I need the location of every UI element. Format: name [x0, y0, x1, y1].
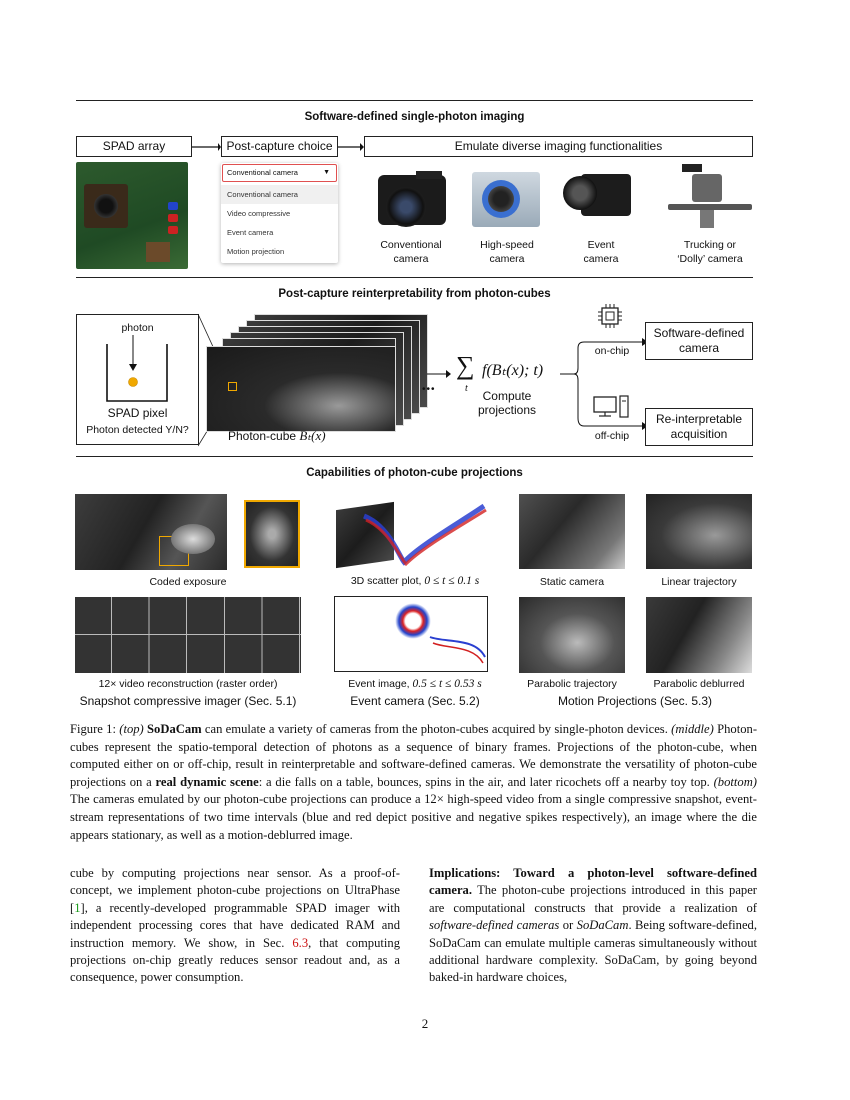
- static-camera-image: [519, 494, 625, 569]
- cube-to-sum-arrow: [425, 368, 453, 380]
- video-reconstruction-grid: [75, 597, 301, 673]
- coded-exposure-zoom-image: [244, 500, 300, 568]
- dropdown-option-conventional[interactable]: Conventional camera: [221, 185, 338, 204]
- high-speed-camera-label: High-speed camera: [480, 239, 534, 265]
- chevron-down-icon: ▼: [323, 169, 330, 176]
- dropdown-selected-value: Conventional camera: [227, 168, 298, 177]
- rule-bottom: [76, 456, 753, 457]
- ref-link-1[interactable]: 1: [74, 900, 81, 915]
- event-image: [334, 596, 488, 672]
- parabolic-trajectory-label: Parabolic trajectory: [527, 678, 617, 690]
- on-chip-label: on-chip: [594, 345, 630, 357]
- photon-detected-label: Photon detected Y/N?: [86, 424, 189, 436]
- rule-top: [76, 100, 753, 101]
- spad-array-box: [76, 136, 192, 157]
- event-section-label: Event camera (Sec. 5.2): [350, 694, 480, 708]
- conventional-camera-label: Conventional camera: [380, 239, 442, 265]
- parabolic-deblurred-label: Parabolic deblurred: [653, 678, 745, 690]
- dropdown-option-event[interactable]: Event camera: [227, 228, 274, 237]
- post-capture-label: Post-capture choice: [226, 139, 333, 153]
- page-number: 2: [421, 1016, 429, 1031]
- computer-icon: [592, 394, 632, 420]
- dropdown-select[interactable]: [222, 164, 337, 182]
- implications-heading: Implications: Toward a photon-level software-defined camera.: [429, 866, 757, 898]
- photon-cube-label: Photon-cube Bₜ(x): [228, 428, 326, 443]
- dropdown-option-video[interactable]: Video compressive: [227, 209, 291, 218]
- coded-exposure-label: Coded exposure: [149, 576, 227, 588]
- middle-panel-title: Post-capture reinterpretability from photon-cubes: [278, 288, 551, 300]
- event-camera-label: Event camera: [583, 239, 619, 265]
- parabolic-deblurred-image: [646, 597, 752, 673]
- camera-dropdown: [221, 163, 338, 263]
- video-reconstruction-label: 12× video reconstruction (raster order): [98, 678, 278, 690]
- spad-array-label: SPAD array: [102, 139, 166, 153]
- conventional-camera-image: [374, 167, 450, 232]
- bottom-panel-title: Capabilities of photon-cube projections: [306, 467, 523, 479]
- photon-label: photon: [121, 322, 154, 334]
- dolly-camera-label: Trucking or ‘Dolly’ camera: [677, 239, 743, 265]
- rule-middle: [76, 277, 753, 278]
- emulate-box: [364, 136, 753, 157]
- left-column-text: cube by computing projections near sensor. As a proof-of-concept, we implement photon-cube projections on UltraPhase [1], a recently-developed programmable SPAD imager with independent processing cores that have dedicated RAM and instruction memory. We show, in Sec. 6.3, that computing projections on-chip greatly reduces sensor readout and, as a consequence, power consumption.: [70, 866, 400, 985]
- sum-formula: ∑ t f(Bₜ(x); t): [456, 351, 544, 394]
- linear-trajectory-image: [646, 494, 752, 569]
- event-image-label: Event image, 0.5 ≤ t ≤ 0.53 s: [348, 678, 482, 690]
- compute-projections-label: Compute projections: [477, 389, 537, 417]
- coded-exposure-image: [75, 494, 227, 570]
- top-panel-title: Software-defined single-photon imaging: [304, 111, 525, 123]
- photon-cube-stack: •••: [206, 312, 430, 432]
- top-arrows: [192, 140, 367, 154]
- motion-section-label: Motion Projections (Sec. 5.3): [557, 694, 713, 708]
- software-defined-camera-box: Software-defined camera: [645, 322, 753, 360]
- spad-board-image: [76, 162, 188, 269]
- high-speed-camera-image: [472, 172, 540, 227]
- scatter-plot-image: [334, 496, 490, 572]
- scatter-plot-label: 3D scatter plot, 0 ≤ t ≤ 0.1 s: [350, 575, 480, 587]
- off-chip-label: off-chip: [594, 430, 630, 442]
- static-camera-label: Static camera: [539, 576, 605, 588]
- chip-icon: [596, 302, 624, 330]
- dolly-camera-image: [668, 160, 752, 235]
- sensor-lens: [84, 184, 128, 228]
- linear-trajectory-label: Linear trajectory: [661, 576, 737, 588]
- spad-pixel-label: SPAD pixel: [107, 406, 168, 420]
- reinterpretable-box: Re-interpretable acquisition: [645, 408, 753, 446]
- emulate-label: Emulate diverse imaging functionalities: [454, 139, 663, 153]
- dropdown-option-motion[interactable]: Motion projection: [227, 247, 285, 256]
- snapshot-section-label: Snapshot compressive imager (Sec. 5.1): [79, 694, 297, 708]
- ref-link-sec[interactable]: 6.3: [292, 935, 309, 950]
- figure-caption: Figure 1: (top) SoDaCam can emulate a variety of cameras from the photon-cubes acquired by single-photon devices. (middle) Photon-cubes represent the spatio-temporal detection of photons as a sequence of binary frames. Projections of the photon-cube, when computed either on or off-chip, result in reinterpretable and software-defined cameras. We demonstrate the versatility of photon-cube projections on a real dynamic scene: a die falls on a table, bounces, spins in the air, and later ricochets off a nearby toy top. (bottom) The cameras emulated by our photon-cube projections can produce a 12× high-speed video from a single compressive snapshot, event-stream representations of two time intervals (blue and red depict positive and negative spikes respectively), an image where the die appears stationary, as well as a motion-deblurred image.: [70, 722, 758, 842]
- parabolic-trajectory-image: [519, 597, 625, 673]
- right-column-text: Implications: Toward a photon-level software-defined camera. The photon-cube projections introduced in this paper are computational constructs that provide a realization of software-defined cameras or SoDaCam. Being software-defined, SoDaCam can emulate multiple cameras simultaneously without additional hardware complexity. SoDaCam, by going beyond baked-in hardware choices,: [429, 866, 757, 985]
- event-camera-image: [561, 166, 635, 222]
